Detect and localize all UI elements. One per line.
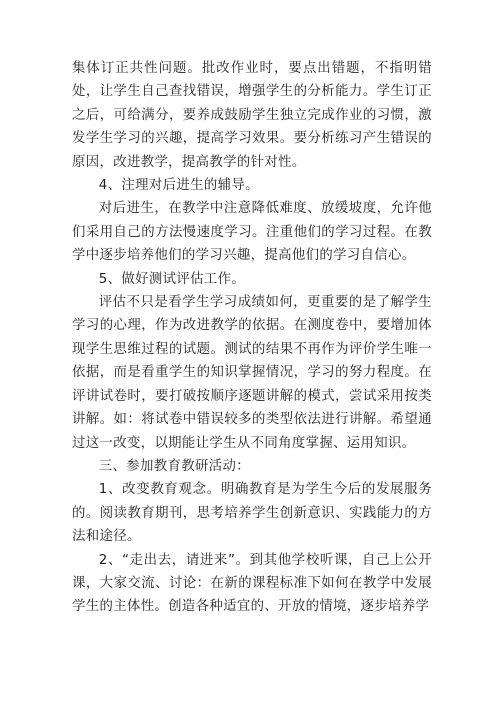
heading-backward-students: 4、注理对后进生的辅导。 (98, 178, 259, 194)
document-body (72, 57, 432, 619)
heading-testing-assessment: 5、做好测试评估工作。 (98, 271, 246, 287)
paragraph-testing-assessment: 评估不只是看学生学习成绩如何，更重要的是了解学生学习的心理，作为改进教学的依据。在测度卷中，要增加体现学生思维过程的试题。测试的结果不再作为评价学生唯一依据，而是看重学生的知识掌握情况，学习的努力程度。在评讲试卷时，要打破按顺序逐题讲解的模式，尝试采用按类讲解。如：将试卷中错误较多的类型依法进行讲解。希望通过这一改变，以期能让学生从不同角度掌握、运用知识。 (72, 295, 432, 451)
paragraph-common-corrections: 集体订正共性问题。批改作业时，要点出错题，不指明错处，让学生自己查找错误，增强学生的分析能力。学生订正之后，可给满分，要养成鼓励学生独立完成作业的习惯，激发学生学习的兴趣，提高学习效果。要分析练习产生错误的原因，改进教学，提高教学的针对性。 (72, 61, 432, 170)
paragraph-go-out-invite-in: 2、“走出去，请进来”。到其他学校听课，自己上公开课，大家交流、讨论：在新的课程标准下如何在教学中发展学生的主体性。创造各种适宜的、开放的情境，逐步培养学 (72, 552, 432, 615)
paragraph-education-concepts: 1、改变教育观念。明确教育是为学生今后的发展服务的。阅读教育期刊，思考培养学生创新意识、实践能力的方法和途径。 (72, 482, 432, 545)
heading-teaching-research: 三、参加教育教研活动： (98, 458, 250, 474)
paragraph-backward-students: 对后进生，在教学中注意降低难度、放缓坡度，允许他们采用自己的方法慢速度学习。注重他们的学习过程。在教学中逐步培养他们的学习兴趣，提高他们的学习自信心。 (72, 201, 432, 264)
